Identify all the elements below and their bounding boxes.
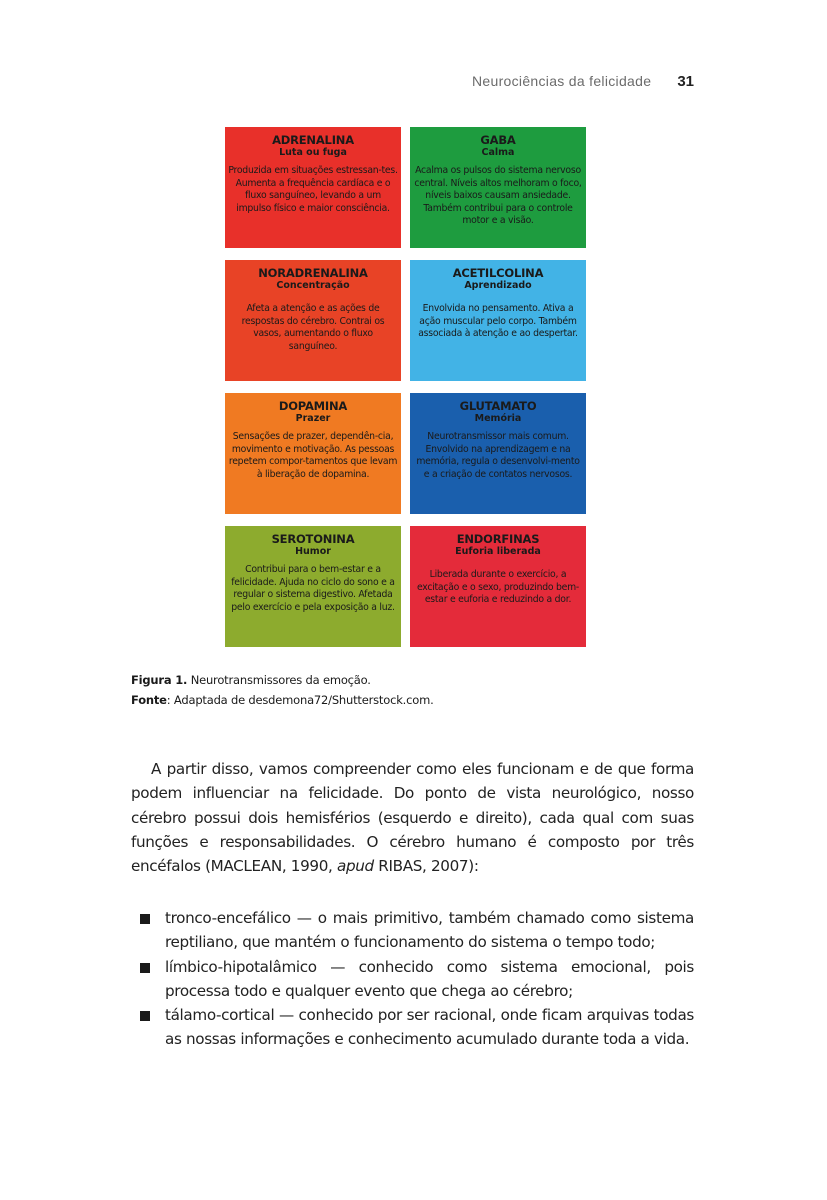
source-text: : Adaptada de desdemona72/Shutterstock.com. <box>166 693 434 707</box>
card-title: GABA <box>480 133 516 147</box>
caption-text: Neurotransmissores da emoção. <box>187 673 371 687</box>
card-adrenalina <box>225 127 401 248</box>
card-title: DOPAMINA <box>278 399 348 413</box>
square-bullet-icon <box>140 1011 150 1021</box>
neurotransmitter-figure <box>225 127 586 647</box>
source-line <box>131 690 434 710</box>
paragraph-italic: apud <box>337 857 374 876</box>
card-title: SEROTONINA <box>271 532 355 546</box>
list-item <box>131 906 694 955</box>
card-body: Neurotransmissor mais comum. Envolvido na aprendizagem e na memória, regula o desenvolvi-mento e a criação de contatos nervosos. <box>416 431 580 480</box>
card-body: Acalma os pulsos do sistema nervoso central. Níveis altos melhoram o foco, níveis baixos causam ansiedade. Também contribui para o controle motor e a visão. <box>414 165 582 227</box>
card-serotonina <box>225 526 401 647</box>
card-subtitle: Concentração <box>276 280 350 291</box>
card-endorfinas <box>410 526 586 647</box>
figure-caption <box>131 670 434 710</box>
paragraph-text-2: RIBAS, 2007): <box>373 857 479 876</box>
paragraph-text-1: A partir disso, vamos compreender como eles funcionam e de que forma podem influenciar na felicidade. Do ponto de vista neurológico, nosso cérebro possui dois hemisférios (esquerdo e direito), cada qual com suas funções e responsabilidades. O cérebro humano é composto por três encéfalos (MACLEAN, 1990, <box>131 760 694 876</box>
paragraph <box>131 757 694 878</box>
list-item <box>131 955 694 1004</box>
list-item <box>131 1003 694 1052</box>
card-body: Liberada durante o exercício, a excitação e o sexo, produzindo bem-estar e euforia e reduzindo a dor. <box>416 569 580 606</box>
card-acetilcolina <box>410 260 586 381</box>
card-title: ACETILCOLINA <box>452 266 544 280</box>
running-title: Neurociências da felicidade <box>471 73 652 89</box>
source-label: Fonte <box>131 693 167 707</box>
list-item-text: límbico-hipotalâmico — conhecido como sistema emocional, pois processa todo e qualquer evento que chega ao cérebro; <box>165 957 694 1000</box>
card-glutamato <box>410 393 586 514</box>
body-paragraph <box>131 757 694 878</box>
card-body: Produzida em situações estressan-tes. Aumenta a frequência cardíaca e o fluxo sanguíneo, levando a um impulso físico e maior consciência. <box>228 165 398 214</box>
card-subtitle: Memória <box>474 413 522 424</box>
card-subtitle: Luta ou fuga <box>279 147 347 158</box>
running-header <box>472 73 694 90</box>
card-subtitle: Prazer <box>295 413 331 424</box>
card-subtitle: Humor <box>295 546 331 557</box>
square-bullet-icon <box>140 914 150 924</box>
caption-line <box>131 670 434 690</box>
card-body: Envolvida no pensamento. Ativa a ação muscular pelo corpo. Também associada à atenção e ao despertar. <box>418 303 578 340</box>
page-number: 31 <box>677 73 694 90</box>
card-dopamina <box>225 393 401 514</box>
card-noradrenalina <box>225 260 401 381</box>
card-subtitle: Calma <box>481 147 515 158</box>
card-body: Afeta a atenção e as ações de respostas do cérebro. Contrai os vasos, aumentando o fluxo sanguíneo. <box>241 303 385 352</box>
caption-label: Figura 1. <box>131 673 188 687</box>
square-bullet-icon <box>140 963 150 973</box>
card-subtitle: Aprendizado <box>464 280 532 291</box>
card-title: NORADRENALINA <box>258 266 368 280</box>
list-item-text: tronco-encefálico — o mais primitivo, também chamado como sistema reptiliano, que mantém o funcionamento do sistema o tempo todo; <box>165 909 694 952</box>
bullet-list <box>131 906 694 1052</box>
card-body: Sensações de prazer, dependên-cia, movimento e motivação. As pessoas repetem compor-tamentos que levam à liberação de dopamina. <box>228 431 398 480</box>
list-item-text: tálamo-cortical — conhecido por ser racional, onde ficam arquivas todas as nossas informações e conhecimento acumulado durante toda a vida. <box>165 1006 694 1049</box>
card-body: Contribui para o bem-estar e a felicidade. Ajuda no ciclo do sono e a regular o sistema digestivo. Afetada pelo exercício e pela exposição a luz. <box>231 564 395 613</box>
card-subtitle: Euforia liberada <box>455 546 541 557</box>
card-gaba <box>410 127 586 248</box>
card-title: ADRENALINA <box>272 133 354 147</box>
card-title: GLUTAMATO <box>459 399 537 413</box>
card-title: ENDORFINAS <box>456 532 540 546</box>
